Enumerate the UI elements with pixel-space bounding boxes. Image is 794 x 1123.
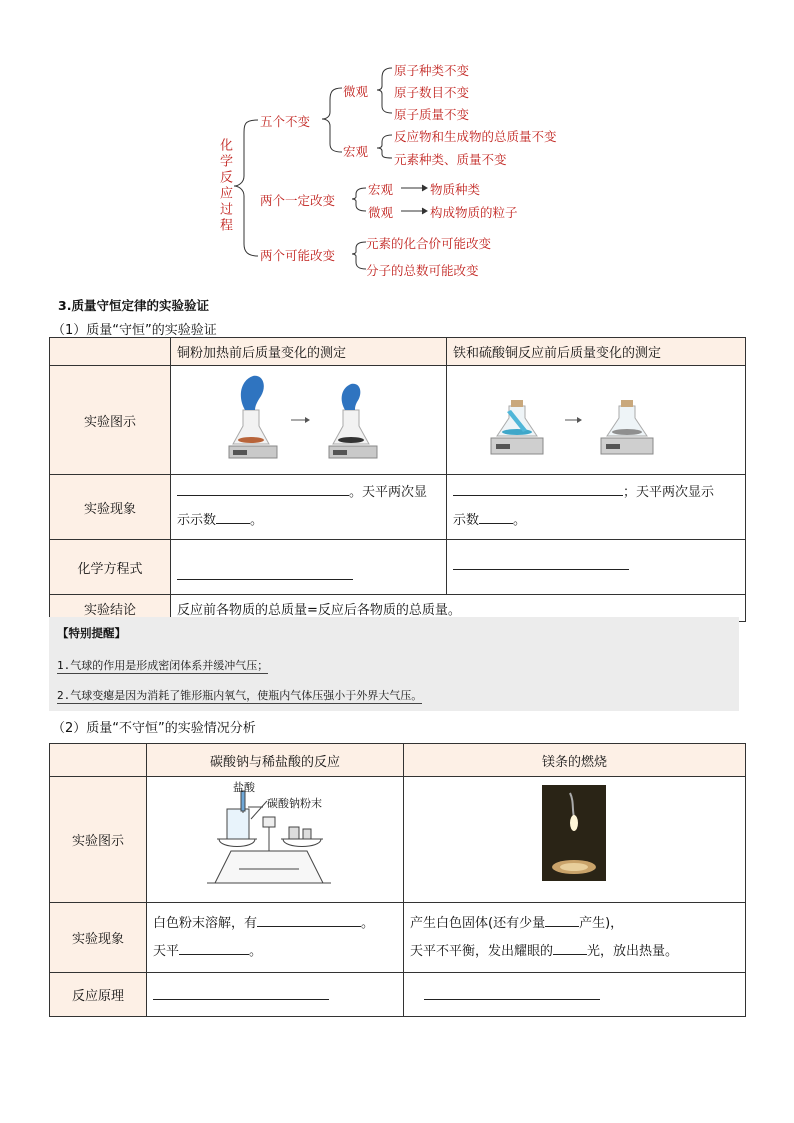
magnesium-phenomenon-cell xyxy=(404,903,746,973)
magnesium-phen-a: 产生白色固体(还有少量 xyxy=(410,915,546,931)
reminder-line-2: 2.气球变瘪是因为消耗了锥形瓶内氧气，使瓶内气体压强小于外界大气压。 xyxy=(57,689,423,702)
table-row xyxy=(50,903,746,973)
iron-phenomenon-cell xyxy=(447,475,746,540)
sodium-principle-cell xyxy=(147,973,404,1017)
blank-line[interactable] xyxy=(453,481,623,496)
iron-phen-text-b: 示数 xyxy=(453,513,480,528)
conclusion-cell: 反应前各物质的总质量=反应后各物质的总质量。 xyxy=(171,595,746,622)
blank-line[interactable] xyxy=(216,509,250,524)
micro-label: 微观 xyxy=(343,84,369,99)
table-corner xyxy=(50,338,171,366)
section-title: 3.质量守恒定律的实验验证 xyxy=(58,298,209,313)
sodium-phen-a-end: 。 xyxy=(361,915,375,931)
blank-line[interactable] xyxy=(553,940,587,955)
row-label-phenomenon-2: 实验现象 xyxy=(50,903,147,973)
table-row xyxy=(50,777,746,903)
copper-phen-text-b: 示示数 xyxy=(177,513,217,528)
copper-equation-cell xyxy=(171,540,447,595)
iron-equation-cell xyxy=(447,540,746,595)
magnesium-phen-b-end: 光，放出热量。 xyxy=(587,943,679,959)
iron-photo xyxy=(447,366,746,470)
iron-phen-text-a: ；天平两次显示 xyxy=(623,485,715,500)
copper-phenomenon-cell xyxy=(171,475,447,540)
subsection-2-title: （2）质量“不守恒”的实验情况分析 xyxy=(52,721,256,736)
col-header-iron: 铁和硫酸铜反应前后质量变化的测定 xyxy=(447,338,746,366)
sodium-phen-b-end: 。 xyxy=(249,943,263,959)
row-label-conclusion: 实验结论 xyxy=(50,595,171,622)
col-header-magnesium: 镁条的燃烧 xyxy=(404,744,746,777)
table-row xyxy=(50,366,746,475)
row-label-phenomenon: 实验现象 xyxy=(50,475,171,540)
table-row xyxy=(50,475,746,540)
blank-line[interactable] xyxy=(179,940,249,955)
magnesium-phen-b: 天平不平衡，发出耀眼的 xyxy=(410,943,554,959)
macro-item-2: 元素种类、质量不变 xyxy=(394,152,507,167)
label-sodium-carbonate-powder: 碳酸钠粉末 xyxy=(267,797,322,810)
table-row xyxy=(50,540,746,595)
table-row xyxy=(50,338,746,366)
copper-experiment-image xyxy=(171,366,447,475)
col-header-copper: 铜粉加热前后质量变化的测定 xyxy=(171,338,447,366)
table-row xyxy=(50,973,746,1017)
magnesium-photo xyxy=(404,777,746,898)
row-label-image-2: 实验图示 xyxy=(50,777,147,903)
blank-line[interactable] xyxy=(545,912,579,927)
diagram-root: 化学反应过程 xyxy=(217,138,232,234)
definite-macro-item: 物质种类 xyxy=(430,182,481,197)
blank-line[interactable] xyxy=(257,912,361,927)
magnesium-principle-cell xyxy=(404,973,746,1017)
iron-phen-end: 。 xyxy=(513,513,527,528)
blank-line[interactable] xyxy=(424,985,600,1000)
blank-line[interactable] xyxy=(479,509,513,524)
special-reminder-box xyxy=(49,617,739,711)
sodium-phen-b: 天平 xyxy=(153,943,180,959)
macro-item-1: 反应物和生成物的总质量不变 xyxy=(394,129,557,144)
table-row xyxy=(50,744,746,777)
possible-item-2: 分子的总数可能改变 xyxy=(366,263,479,278)
definite-micro-item: 构成物质的粒子 xyxy=(430,205,518,220)
blank-line[interactable] xyxy=(153,985,329,1000)
copper-phen-text-a: 。天平两次显 xyxy=(349,485,428,500)
reminder-line-1: 1.气球的作用是形成密闭体系并缓冲气压； xyxy=(57,659,269,672)
row-label-image: 实验图示 xyxy=(50,366,171,475)
blank-line[interactable] xyxy=(177,481,349,496)
table-corner xyxy=(50,744,147,777)
blank-line[interactable] xyxy=(453,555,629,570)
two-possible-label: 两个可能改变 xyxy=(260,248,336,263)
non-conservation-table xyxy=(49,743,746,1017)
definite-macro-label: 宏观 xyxy=(368,182,394,197)
balance-image-cell xyxy=(147,777,404,903)
iron-experiment-image xyxy=(447,366,746,475)
row-label-equation: 化学方程式 xyxy=(50,540,171,595)
subsection-1-title: （1）质量“守恒”的实验验证 xyxy=(52,323,217,338)
possible-item-1: 元素的化合价可能改变 xyxy=(366,236,492,251)
blank-line[interactable] xyxy=(177,565,353,580)
definite-micro-label: 微观 xyxy=(368,205,394,220)
conservation-table xyxy=(49,337,746,622)
magnesium-phen-a-end: 产生)， xyxy=(579,915,624,931)
five-unchanged-label: 五个不变 xyxy=(260,114,311,129)
micro-item-2: 原子数目不变 xyxy=(394,85,470,100)
micro-item-1: 原子种类不变 xyxy=(394,63,470,78)
micro-item-3: 原子质量不变 xyxy=(394,107,470,122)
label-hydrochloric-acid: 盐酸 xyxy=(233,781,255,794)
two-definite-label: 两个一定改变 xyxy=(260,193,336,208)
sodium-carbonate-phenomenon-cell xyxy=(147,903,404,973)
reminder-title: 【特别提醒】 xyxy=(57,626,126,640)
macro-label: 宏观 xyxy=(343,144,369,159)
copper-photo xyxy=(171,366,447,470)
copper-phen-end: 。 xyxy=(250,513,264,528)
magnesium-image-cell xyxy=(404,777,746,903)
col-header-sodium-carbonate: 碳酸钠与稀盐酸的反应 xyxy=(147,744,404,777)
sodium-phen-a: 白色粉末溶解，有 xyxy=(153,915,258,931)
row-label-principle: 反应原理 xyxy=(50,973,147,1017)
